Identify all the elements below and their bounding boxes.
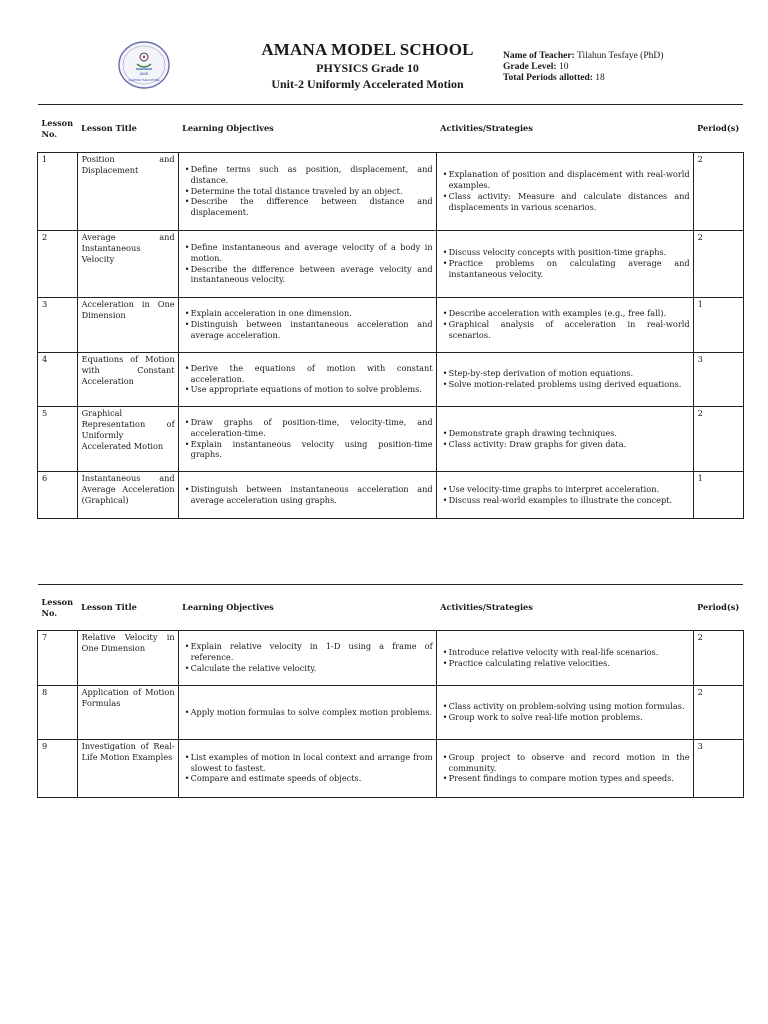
lesson-periods: 2 (693, 686, 743, 740)
lesson-row (38, 353, 744, 407)
lesson-periods: 2 (693, 231, 743, 298)
lesson-title: Relative Velocity in One Dimension (77, 631, 178, 686)
bullet-text: Group project to observe and record motion in the community. (448, 751, 690, 773)
lesson-periods: 3 (693, 740, 743, 798)
logo-text: AMS (139, 71, 149, 76)
document-header (0, 0, 768, 100)
activities-strategies (436, 231, 693, 298)
activities-list (441, 752, 690, 785)
grade-line (503, 62, 663, 73)
bullet-text: Describe the difference between distance and displacement. (190, 196, 433, 218)
learning-objectives (178, 472, 436, 519)
grade-label: Grade Level: (503, 62, 557, 72)
objective-item (183, 196, 433, 218)
activities-strategies (436, 298, 693, 353)
activities-strategies (436, 631, 693, 686)
learning-objectives (178, 153, 436, 231)
objective-item (183, 439, 433, 461)
lesson-row (38, 740, 744, 798)
objective-item (183, 707, 433, 718)
lesson-number: 6 (38, 472, 78, 519)
bullet-text: Step-by-step derivation of motion equations. (448, 368, 634, 379)
bullet-text: Define terms such as position, displacement, and distance. (190, 163, 433, 185)
objectives-list (183, 308, 433, 341)
teacher-line (503, 51, 663, 62)
activity-item (441, 647, 690, 658)
learning-objectives (178, 631, 436, 686)
col-header-objectives: Learning Objectives (178, 585, 436, 631)
activities-list (441, 308, 690, 341)
bullet-text: Derive the equations of motion with constant acceleration. (190, 362, 433, 384)
periods-line (503, 73, 663, 84)
learning-objectives (178, 298, 436, 353)
activity-item (441, 169, 690, 191)
bullet-text: Apply motion formulas to solve complex motion problems. (190, 706, 433, 717)
learning-objectives (178, 407, 436, 472)
lesson-title: Equations of Motion with Constant Acceleration (77, 353, 178, 407)
objectives-list (183, 484, 433, 506)
activity-item (441, 495, 690, 506)
objective-item (183, 186, 433, 197)
lesson-title: Position and Displacement (77, 153, 178, 231)
bullet-text: Practice calculating relative velocities. (448, 657, 610, 668)
col-header-activities: Activities/Strategies (436, 105, 693, 153)
bullet-text: Group work to solve real-life motion problems. (448, 712, 643, 722)
school-logo-icon (117, 40, 171, 90)
school-name: AMANA MODEL SCHOOL (261, 40, 474, 59)
activity-item (441, 658, 690, 669)
activity-item (441, 368, 690, 379)
lesson-number: 3 (38, 298, 78, 353)
teacher-value: Tilahun Tesfaye (PhD) (576, 51, 664, 61)
activities-list (441, 484, 690, 506)
lesson-row (38, 153, 744, 231)
col-header-objectives: Learning Objectives (178, 105, 436, 153)
lesson-title: Investigation of Real-Life Motion Examples (77, 740, 178, 798)
activities-list (441, 368, 690, 390)
course-meta (503, 51, 663, 84)
bullet-text: Explanation of position and displacement with real-world examples. (448, 169, 690, 191)
objectives-list (183, 641, 433, 674)
bullet-text: Calculate the relative velocity. (190, 662, 317, 673)
objectives-list (183, 417, 433, 461)
lesson-periods: 2 (693, 631, 743, 686)
table-header-row (38, 585, 744, 631)
lesson-plan-table-2 (37, 584, 744, 798)
lesson-number: 1 (38, 153, 78, 231)
activity-item (441, 258, 690, 280)
learning-objectives (178, 353, 436, 407)
lesson-row (38, 407, 744, 472)
lesson-number: 8 (38, 686, 78, 740)
lesson-periods: 2 (693, 407, 743, 472)
activity-item (441, 247, 690, 258)
lesson-title: Acceleration in One Dimension (77, 298, 178, 353)
logo-motto: SHAPING THE FUTURE (128, 78, 160, 82)
objective-item (183, 319, 433, 341)
lesson-number: 7 (38, 631, 78, 686)
activity-item (441, 319, 690, 341)
lesson-number: 5 (38, 407, 78, 472)
activities-strategies (436, 353, 693, 407)
unit-title: Unit-2 Uniformly Accelerated Motion (271, 77, 464, 91)
objective-item (183, 752, 433, 774)
bullet-text: Describe acceleration with examples (e.g., free fall). (448, 308, 667, 319)
lesson-plan-table-1 (37, 104, 744, 519)
activities-strategies (436, 472, 693, 519)
lesson-periods: 1 (693, 472, 743, 519)
bullet-text: Introduce relative velocity with real-life scenarios. (448, 646, 659, 657)
activities-list (441, 247, 690, 280)
col-header-lesson-title: Lesson Title (77, 585, 178, 631)
activity-item (441, 484, 690, 495)
bullet-text: Use velocity-time graphs to interpret acceleration. (448, 483, 660, 494)
bullet-text: List examples of motion in local context and arrange from slowest to fastest. (190, 751, 433, 773)
table-body (38, 153, 744, 519)
learning-objectives (178, 231, 436, 298)
objective-item (183, 164, 433, 186)
teacher-label: Name of Teacher: (503, 51, 575, 61)
bullet-text: Compare and estimate speeds of objects. (190, 773, 362, 784)
table-header-row (38, 105, 744, 153)
bullet-text: Distinguish between instantaneous acceleration and average acceleration. (190, 319, 433, 340)
activities-strategies (436, 686, 693, 740)
col-header-periods: Period(s) (693, 585, 743, 631)
objective-item (183, 417, 433, 439)
objective-item (183, 363, 433, 385)
lesson-title: Graphical Representation of Uniformly Accelerated Motion (77, 407, 178, 472)
lesson-row (38, 298, 744, 353)
activity-item (441, 712, 690, 723)
bullet-text: Draw graphs of position-time, velocity-time, and acceleration-time. (190, 416, 433, 438)
table-body (38, 631, 744, 798)
bullet-text: Determine the total distance traveled by an object. (190, 185, 403, 196)
activities-strategies (436, 153, 693, 231)
lesson-periods: 3 (693, 353, 743, 407)
subject-title: PHYSICS Grade 10 (316, 61, 419, 75)
objectives-list (183, 363, 433, 396)
objective-item (183, 773, 433, 784)
activities-list (441, 428, 690, 450)
objective-item (183, 308, 433, 319)
lesson-number: 9 (38, 740, 78, 798)
learning-objectives (178, 740, 436, 798)
bullet-text: Demonstrate graph drawing techniques. (448, 427, 617, 438)
bullet-text: Use appropriate equations of motion to solve problems. (190, 384, 422, 395)
lesson-title: Average and Instantaneous Velocity (77, 231, 178, 298)
activity-item (441, 439, 690, 450)
objective-item (183, 641, 433, 663)
bullet-text: Class activity on problem-solving using motion formulas. (448, 701, 685, 712)
bullet-text: Describe the difference between average velocity and instantaneous velocity. (190, 263, 433, 285)
periods-label: Total Periods allotted: (503, 73, 593, 83)
bullet-text: Class activity: Draw graphs for given data. (448, 438, 627, 449)
col-header-lesson-no: Lesson No. (38, 105, 78, 153)
activities-list (441, 169, 690, 213)
activity-item (441, 773, 690, 784)
lesson-title: Instantaneous and Average Acceleration (Graphical) (77, 472, 178, 519)
lesson-periods: 1 (693, 298, 743, 353)
activities-list (441, 701, 690, 723)
lesson-row (38, 472, 744, 519)
bullet-text: Class activity: Measure and calculate distances and displacements in various scenarios. (448, 191, 690, 212)
objectives-list (183, 707, 433, 718)
lesson-row (38, 631, 744, 686)
bullet-text: Explain acceleration in one dimension. (190, 308, 352, 319)
objectives-list (183, 752, 433, 785)
activity-item (441, 308, 690, 319)
lesson-row (38, 686, 744, 740)
activities-strategies (436, 740, 693, 798)
col-header-lesson-title: Lesson Title (77, 105, 178, 153)
objectives-list (183, 164, 433, 219)
bullet-text: Explain instantaneous velocity using position-time graphs. (190, 438, 433, 460)
activity-item (441, 701, 690, 712)
lesson-title: Application of Motion Formulas (77, 686, 178, 740)
lesson-row (38, 231, 744, 298)
activities-list (441, 647, 690, 669)
col-header-activities: Activities/Strategies (436, 585, 693, 631)
periods-value: 18 (595, 73, 605, 83)
lesson-number: 2 (38, 231, 78, 298)
activity-item (441, 752, 690, 774)
bullet-text: Practice problems on calculating average and instantaneous velocity. (448, 258, 690, 279)
grade-value: 10 (558, 62, 569, 72)
objective-item (183, 242, 433, 264)
objectives-list (183, 242, 433, 286)
bullet-text: Distinguish between instantaneous acceleration and average acceleration using graphs. (190, 483, 433, 505)
bullet-text: Graphical analysis of acceleration in real-world scenarios. (448, 319, 690, 340)
bullet-text: Explain relative velocity in 1-D using a frame of reference. (190, 641, 433, 663)
objective-item (183, 663, 433, 674)
activity-item (441, 191, 690, 213)
lesson-number: 4 (38, 353, 78, 407)
bullet-text: Define instantaneous and average velocity of a body in motion. (190, 241, 433, 263)
objective-item (183, 264, 433, 286)
col-header-lesson-no: Lesson No. (38, 585, 78, 631)
lesson-periods: 2 (693, 153, 743, 231)
col-header-periods: Period(s) (693, 105, 743, 153)
bullet-text: Solve motion-related problems using derived equations. (448, 379, 682, 389)
objective-item (183, 484, 433, 506)
bullet-text: Present findings to compare motion types and speeds. (448, 773, 674, 784)
activities-strategies (436, 407, 693, 472)
learning-objectives (178, 686, 436, 740)
activity-item (441, 379, 690, 390)
bullet-text: Discuss velocity concepts with position-time graphs. (448, 247, 667, 258)
bullet-text: Discuss real-world examples to illustrate the concept. (448, 494, 673, 505)
activity-item (441, 428, 690, 439)
objective-item (183, 384, 433, 395)
